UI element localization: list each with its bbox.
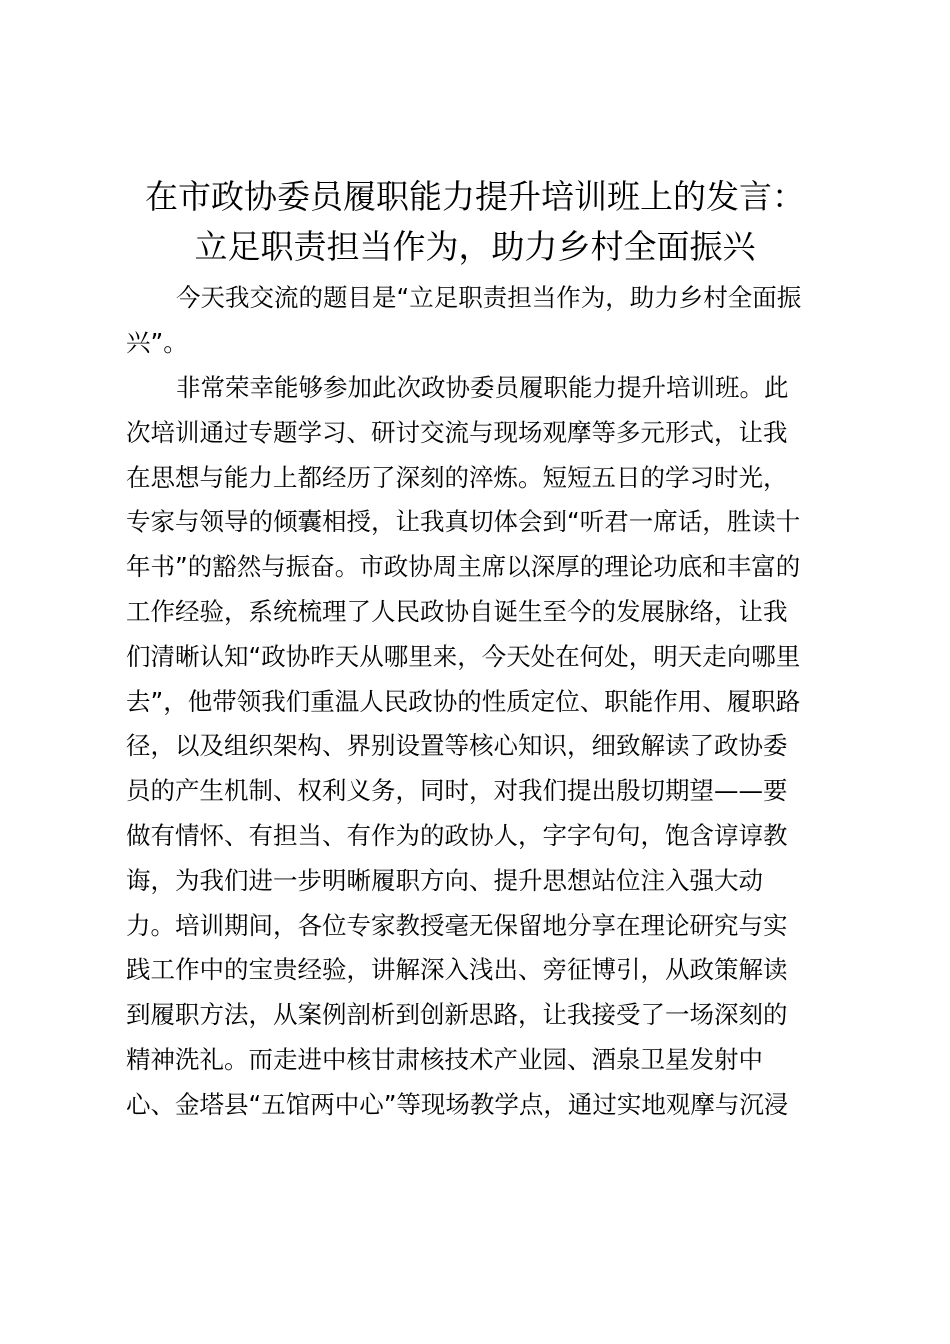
paragraph-line: 次培训通过专题学习、研讨交流与现场观摩等多元形式，让我: [126, 417, 788, 447]
paragraph-line: 到履职方法，从案例剖析到创新思路，让我接受了一场深刻的: [126, 1000, 788, 1030]
paragraph-line: 非常荣幸能够参加此次政协委员履职能力提升培训班。此: [176, 373, 789, 402]
paragraph-line: 心、金塔县“五馆两中心”等现场教学点，通过实地观摩与沉浸: [126, 1089, 789, 1119]
paragraph-line: 专家与领导的倾囊相授，让我真切体会到“听君一席话，胜读十: [126, 507, 801, 537]
paragraph-intro: [126, 276, 832, 366]
paragraph-line: 今天我交流的题目是“立足职责担当作为，助力乡村全面振: [176, 283, 802, 312]
paragraph-line: 工作经验，系统梳理了人民政协自诞生至今的发展脉络，让我: [126, 596, 788, 626]
paragraph-body: [126, 366, 832, 1128]
paragraph-line: 诲，为我们进一步明晰履职方向、提升思想站位注入强大动: [126, 865, 763, 895]
paragraph-line: 去”，他带领我们重温人民政协的性质定位、职能作用、履职路: [126, 686, 801, 716]
paragraph-line: 力。培训期间，各位专家教授毫无保留地分享在理论研究与实: [126, 910, 788, 940]
paragraph-line: 年书”的豁然与振奋。市政协周主席以深厚的理论功底和丰富的: [126, 552, 801, 582]
paragraph-line: 精神洗礼。而走进中核甘肃核技术产业园、酒泉卫星发射中: [126, 1044, 763, 1074]
paragraph-line: 做有情怀、有担当、有作为的政协人，字字句句，饱含谆谆教: [126, 820, 788, 850]
paragraph-line: 员的产生机制、权利义务，同时，对我们提出殷切期望——要: [126, 776, 788, 806]
document-title-line-2: 立足职责担当作为，助力乡村全面振兴: [194, 227, 756, 266]
paragraph-line: 践工作中的宝贵经验，讲解深入浅出、旁征博引，从政策解读: [126, 955, 788, 985]
paragraph-line: 径，以及组织架构、界别设置等核心知识，细致解读了政协委: [126, 731, 788, 761]
paragraph-line: 兴”。: [126, 327, 188, 357]
document-title-line-1: 在市政协委员履职能力提升培训班上的发言：: [145, 177, 805, 216]
paragraph-line: 们清晰认知“政协昨天从哪里来，今天处在何处，明天走向哪里: [126, 641, 801, 671]
paragraph-line: 在思想与能力上都经历了深刻的淬炼。短短五日的学习时光，: [126, 462, 788, 492]
